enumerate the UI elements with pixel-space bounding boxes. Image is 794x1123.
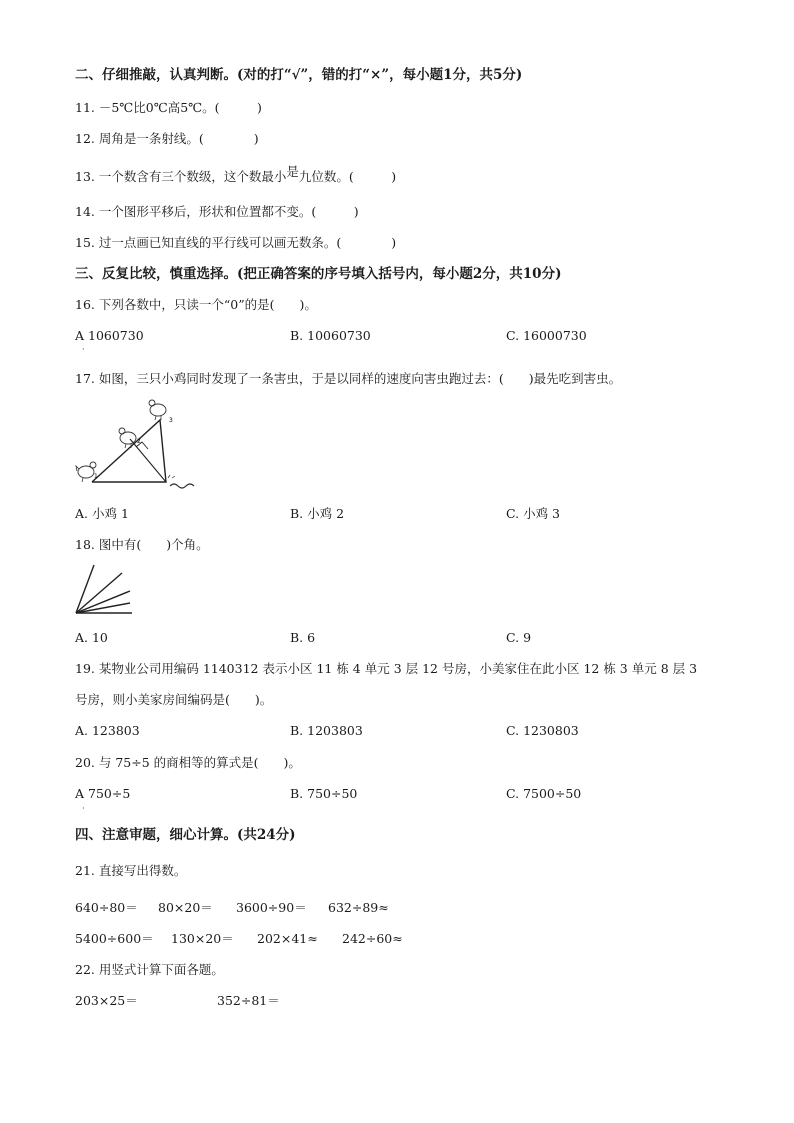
- question-13-part-2: 九位数。( ): [298, 169, 397, 184]
- chicken-label-1: 1: [94, 473, 98, 480]
- chicken-label-3: 3: [169, 417, 173, 424]
- chicken-triangle-figure: [70, 398, 200, 494]
- question-19-option-b: B. 1203803: [290, 723, 363, 738]
- calc-item: 202×41≈: [257, 931, 318, 946]
- calc-item: 632÷89≈: [328, 900, 389, 915]
- question-22-stem: 22. 用竖式计算下面各题。: [75, 962, 224, 977]
- calc-item: 640÷80＝: [75, 900, 138, 915]
- question-18-option-c: C. 9: [506, 630, 532, 645]
- calc-item: 5400÷600＝: [75, 931, 154, 946]
- question-21-stem: 21. 直接写出得数。: [75, 863, 187, 878]
- question-16-option-a: A 1060730: [75, 328, 144, 343]
- question-16-option-c: C. 16000730: [506, 328, 587, 343]
- option-dot: ·: [82, 804, 85, 813]
- question-16-option-b: B. 10060730: [290, 328, 371, 343]
- question-13-part-1: 13. 一个数含有三个数级，这个数最小: [75, 169, 287, 184]
- question-14: 14. 一个图形平移后，形状和位置都不变。( ): [75, 204, 359, 219]
- section-3-heading: 三、反复比较，慎重选择。(把正确答案的序号填入括号内，每小题2分，共10分): [75, 266, 562, 282]
- vertical-calc-item: 203×25＝: [75, 993, 138, 1008]
- question-18-option-a: A. 10: [75, 630, 108, 645]
- calc-item: 130×20＝: [171, 931, 234, 946]
- section-2-heading: 二、仔细推敲，认真判断。(对的打“√”，错的打“×”，每小题1分，共5分): [75, 67, 523, 83]
- question-20-option-a: A 750÷5: [75, 786, 131, 801]
- chicken-label-2: 2: [137, 438, 141, 445]
- question-11: 11. －5℃比0℃高5℃。( ): [75, 100, 262, 115]
- question-20-stem: 20. 与 75÷5 的商相等的算式是( )。: [75, 755, 301, 770]
- question-17-option-b: B. 小鸡 2: [290, 506, 345, 521]
- question-12: 12. 周角是一条射线。( ): [75, 131, 259, 146]
- calc-item: 3600÷90＝: [236, 900, 307, 915]
- question-18-option-b: B. 6: [290, 630, 316, 645]
- section-4-heading: 四、注意审题，细心计算。(共24分): [75, 827, 296, 843]
- calc-item: 242÷60≈: [342, 931, 403, 946]
- chicken-1-icon: [76, 462, 96, 482]
- vertical-calc-item: 352÷81＝: [217, 993, 280, 1008]
- question-17-stem: 17. 如图，三只小鸡同时发现了一条害虫，于是以同样的速度向害虫跑过去：( )最先吃到害虫。: [75, 371, 622, 386]
- question-20-option-c: C. 7500÷50: [506, 786, 582, 801]
- question-19-stem-line-2: 号房，则小美家房间编码是( )。: [75, 692, 273, 707]
- question-16-stem: 16. 下列各数中，只读一个“0”的是( )。: [75, 297, 317, 312]
- angle-rays-figure: [72, 563, 136, 619]
- question-17-option-c: C. 小鸡 3: [506, 506, 560, 521]
- worm-icon: [170, 484, 194, 488]
- question-19-option-a: A. 123803: [75, 723, 140, 738]
- calc-item: 80×20＝: [158, 900, 213, 915]
- question-20-option-b: B. 750÷50: [290, 786, 358, 801]
- question-18-stem: 18. 图中有( )个角。: [75, 537, 209, 552]
- question-19-stem-line-1: 19. 某物业公司用编码 1140312 表示小区 11 栋 4 单元 3 层 12 号房，小美家住在此小区 12 栋 3 单元 8 层 3: [75, 661, 698, 676]
- option-dot: ·: [82, 345, 85, 354]
- question-17-option-a: A. 小鸡 1: [75, 506, 129, 521]
- question-13-raised-char: 是: [286, 164, 299, 179]
- question-19-option-c: C. 1230803: [506, 723, 579, 738]
- question-15: 15. 过一点画已知直线的平行线可以画无数条。( ): [75, 235, 397, 250]
- chicken-3-icon: [149, 400, 166, 420]
- question-13: [75, 164, 397, 185]
